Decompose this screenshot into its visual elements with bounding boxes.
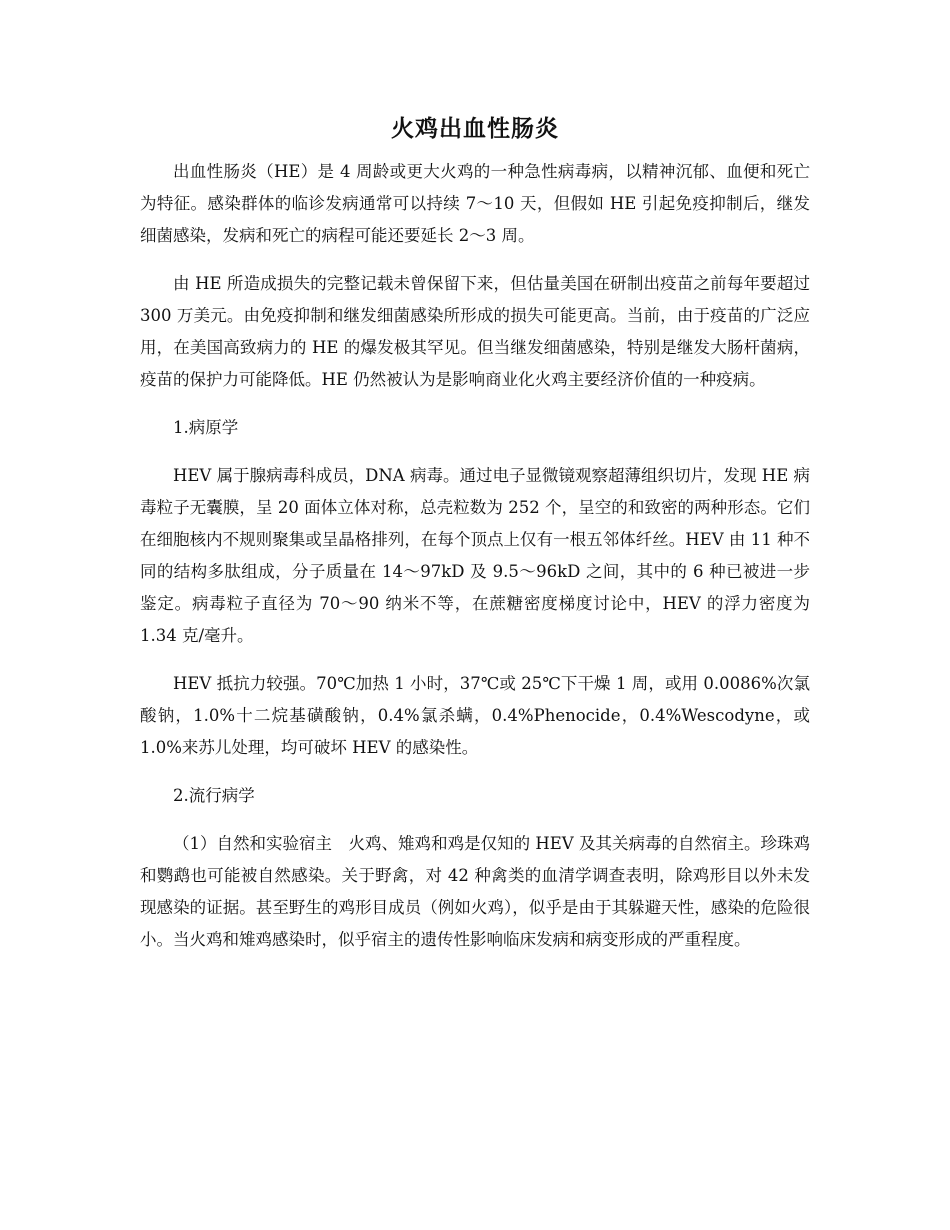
intro-paragraph-2: 由 HE 所造成损失的完整记载未曾保留下来，但估量美国在研制出疫苗之前每年要超过 300 万美元。由免疫抑制和继发细菌感染所形成的损失可能更高。当前，由于疫苗的广泛应用，在美国高致病力的 HE 的爆发极其罕见。但当继发细菌感染，特别是继发大肠杆菌病，疫苗的保护力可能降低。HE 仍然被认为是影响商业化火鸡主要经济价值的一种疫病。 — [140, 274, 810, 389]
section-heading-etiology: 1.病原学 — [173, 418, 239, 437]
epidemiology-paragraph-1: （1）自然和实验宿主 火鸡、雉鸡和鸡是仅知的 HEV 及其关病毒的自然宿主。珍珠鸡和鹦鹉也可能被自然感染。关于野禽，对 42 种禽类的血清学调查表明，除鸡形目以外未发现感染的证据。甚至野生的鸡形目成员（例如火鸡），似乎是由于其躲避天性，感染的危险很小。当火鸡和雉鸡感染时，似乎宿主的遗传性影响临床发病和病变形成的严重程度。 — [140, 834, 810, 949]
section-heading-epidemiology: 2.流行病学 — [173, 786, 255, 805]
document-title: 火鸡出血性肠炎 — [391, 116, 559, 142]
etiology-paragraph-2: HEV 抵抗力较强。70℃加热 1 小时，37℃或 25℃下干燥 1 周，或用 0.0086%次氯酸钠，1.0%十二烷基磺酸钠，0.4%氯杀螨，0.4%Phenocide，0.4%Wescodyne，或 1.0%来苏儿处理，均可破坏 HEV 的感染性。 — [140, 674, 810, 757]
intro-paragraph-1: 出血性肠炎（HE）是 4 周龄或更大火鸡的一种急性病毒病，以精神沉郁、血便和死亡为特征。感染群体的临诊发病通常可以持续 7～10 天，但假如 HE 引起免疫抑制后，继发细菌感染，发病和死亡的病程可能还要延长 2～3 周。 — [140, 162, 810, 245]
etiology-paragraph-1: HEV 属于腺病毒科成员，DNA 病毒。通过电子显微镜观察超薄组织切片，发现 HE 病毒粒子无囊膜，呈 20 面体立体对称，总壳粒数为 252 个，呈空的和致密的两种形态。它们在细胞核内不规则聚集或呈晶格排列，在每个顶点上仅有一根五邻体纤丝。HEV 由 11 种不同的结构多肽组成，分子质量在 14～97kD 及 9.5～96kD 之间，其中的 6 种已被进一步鉴定。病毒粒子直径为 70～90 纳米不等，在蔗糖密度梯度讨论中，HEV 的浮力密度为 1.34 克/毫升。 — [140, 466, 810, 645]
